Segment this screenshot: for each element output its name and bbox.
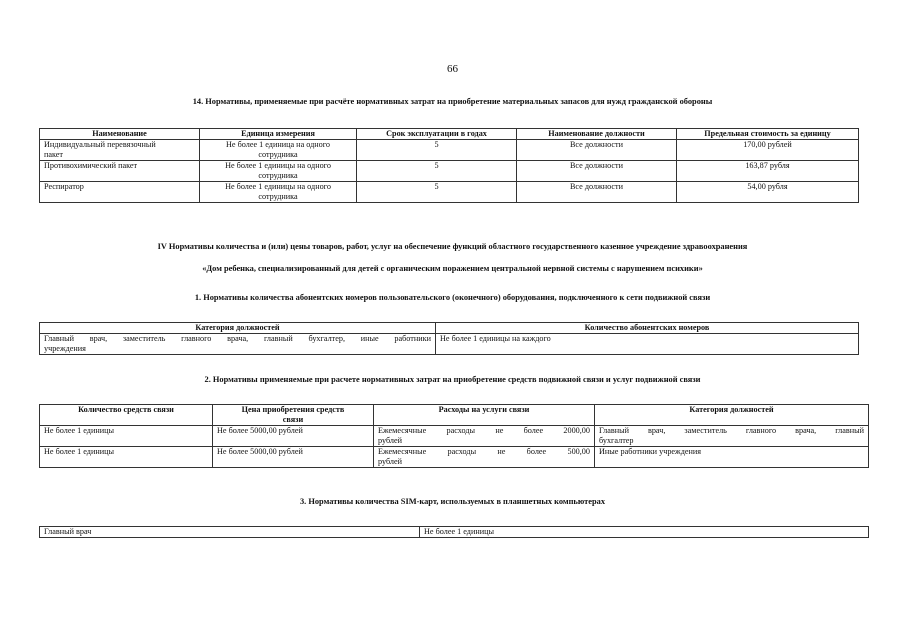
table-row bbox=[40, 334, 859, 355]
cell-category-line: Главный врач, заместитель главного врача, главный bbox=[599, 426, 864, 435]
section-iv-title-line2: «Дом ребенка, специализированный для детей с органическим поражением центральной нервной системы с нарушением психики» bbox=[202, 264, 703, 273]
cell-position: Все должности bbox=[517, 182, 677, 203]
cell-category bbox=[40, 334, 436, 355]
header-price-line: Цена приобретения средств bbox=[241, 405, 345, 414]
table-header-row bbox=[40, 129, 859, 140]
cell-category-line: учреждения bbox=[44, 344, 86, 353]
cell-category-line: бухгалтер bbox=[599, 436, 634, 445]
header-name: Наименование bbox=[40, 129, 200, 140]
header-expense: Расходы на услуги связи bbox=[374, 405, 595, 426]
header-count: Количество абонентских номеров bbox=[436, 323, 859, 334]
cell-expense bbox=[374, 426, 595, 447]
cell-name bbox=[40, 182, 200, 203]
cell-category bbox=[595, 447, 869, 468]
cell-price: 163,87 рубля bbox=[677, 161, 859, 182]
sub-2-title: 2. Нормативы применяемые при расчете нормативных затрат на приобретение средств подвижной связи и услуг подвижной связи bbox=[204, 375, 701, 384]
section-iv-title-line1: IV Нормативы количества и (или) цены товаров, работ, услуг на обеспечение функций областного государственного казенное учреждение здравоохранения bbox=[157, 242, 748, 251]
cell-name bbox=[40, 140, 200, 161]
cell-count: Не более 1 единицы bbox=[40, 447, 213, 468]
cell-term: 5 bbox=[357, 161, 517, 182]
cell-category bbox=[595, 426, 869, 447]
cell-price: 54,00 рубля bbox=[677, 182, 859, 203]
table-row bbox=[40, 161, 859, 182]
cell-term: 5 bbox=[357, 140, 517, 161]
header-price-line: связи bbox=[282, 415, 304, 424]
header-unit: Единица измерения bbox=[200, 129, 357, 140]
table-header-row bbox=[40, 405, 869, 426]
cell-unit-line: сотрудника bbox=[258, 150, 298, 159]
header-category: Категория должностей bbox=[595, 405, 869, 426]
cell-unit-line: Не более 1 единицы на одного bbox=[225, 182, 331, 191]
cell-expense bbox=[374, 447, 595, 468]
cell-name-line: Противохимический пакет bbox=[44, 161, 138, 170]
cell-position: Все должности bbox=[517, 140, 677, 161]
cell-position: Главный врач bbox=[40, 527, 420, 538]
cell-term: 5 bbox=[357, 182, 517, 203]
cell-count: Не более 1 единицы на каждого bbox=[436, 334, 859, 355]
table-row bbox=[40, 447, 869, 468]
table-row bbox=[40, 182, 859, 203]
header-price: Предельная стоимость за единицу bbox=[677, 129, 859, 140]
cell-unit-line: сотрудника bbox=[258, 171, 298, 180]
header-category: Категория должностей bbox=[40, 323, 436, 334]
cell-unit bbox=[200, 182, 357, 203]
cell-expense-line: рублей bbox=[378, 436, 403, 445]
section-14-table bbox=[39, 128, 859, 203]
table-row bbox=[40, 140, 859, 161]
header-count: Количество средств связи bbox=[40, 405, 213, 426]
cell-unit bbox=[200, 140, 357, 161]
sub-1-table bbox=[39, 322, 859, 355]
cell-expense-line: рублей bbox=[378, 457, 403, 466]
header-term: Срок эксплуатации в годах bbox=[357, 129, 517, 140]
cell-count: Не более 1 единицы bbox=[420, 527, 869, 538]
sub-3-table bbox=[39, 526, 869, 538]
cell-expense-line: Ежемесячные расходы не более 2000,00 bbox=[378, 426, 590, 435]
header-price bbox=[213, 405, 374, 426]
sub-3-title: 3. Нормативы количества SIM-карт, используемых в планшетных компьютерах bbox=[299, 497, 606, 506]
sub-2-table bbox=[39, 404, 869, 468]
cell-name-line: Индивидуальный перевязочный bbox=[44, 140, 156, 149]
cell-price: Не более 5000,00 рублей bbox=[213, 426, 374, 447]
cell-position: Все должности bbox=[517, 161, 677, 182]
cell-name-line: пакет bbox=[44, 150, 64, 159]
cell-expense-line: Ежемесячные расходы не более 500,00 bbox=[378, 447, 590, 456]
cell-price: Не более 5000,00 рублей bbox=[213, 447, 374, 468]
section-14-title: 14. Нормативы, применяемые при расчёте нормативных затрат на приобретение материальных запасов для нужд гражданской обороны bbox=[192, 97, 713, 106]
cell-price: 170,00 рублей bbox=[677, 140, 859, 161]
cell-unit-line: сотрудника bbox=[258, 192, 298, 201]
cell-unit-line: Не более 1 единицы на одного bbox=[225, 161, 331, 170]
cell-category-line: Иные работники учреждения bbox=[599, 447, 702, 456]
cell-name bbox=[40, 161, 200, 182]
page-number: 66 bbox=[447, 63, 458, 75]
cell-unit bbox=[200, 161, 357, 182]
table-header-row bbox=[40, 323, 859, 334]
cell-count: Не более 1 единицы bbox=[40, 426, 213, 447]
sub-1-title: 1. Нормативы количества абонентских номеров пользовательского (оконечного) оборудования, подключенного к сети подвижной связи bbox=[194, 293, 711, 302]
cell-unit-line: Не более 1 единица на одного bbox=[226, 140, 330, 149]
cell-name-line: Респиратор bbox=[44, 182, 84, 191]
cell-category-line: Главный врач, заместитель главного врача, главный бухгалтер, иные работники bbox=[44, 334, 431, 343]
header-position: Наименование должности bbox=[517, 129, 677, 140]
table-row bbox=[40, 426, 869, 447]
table-row bbox=[40, 527, 869, 538]
